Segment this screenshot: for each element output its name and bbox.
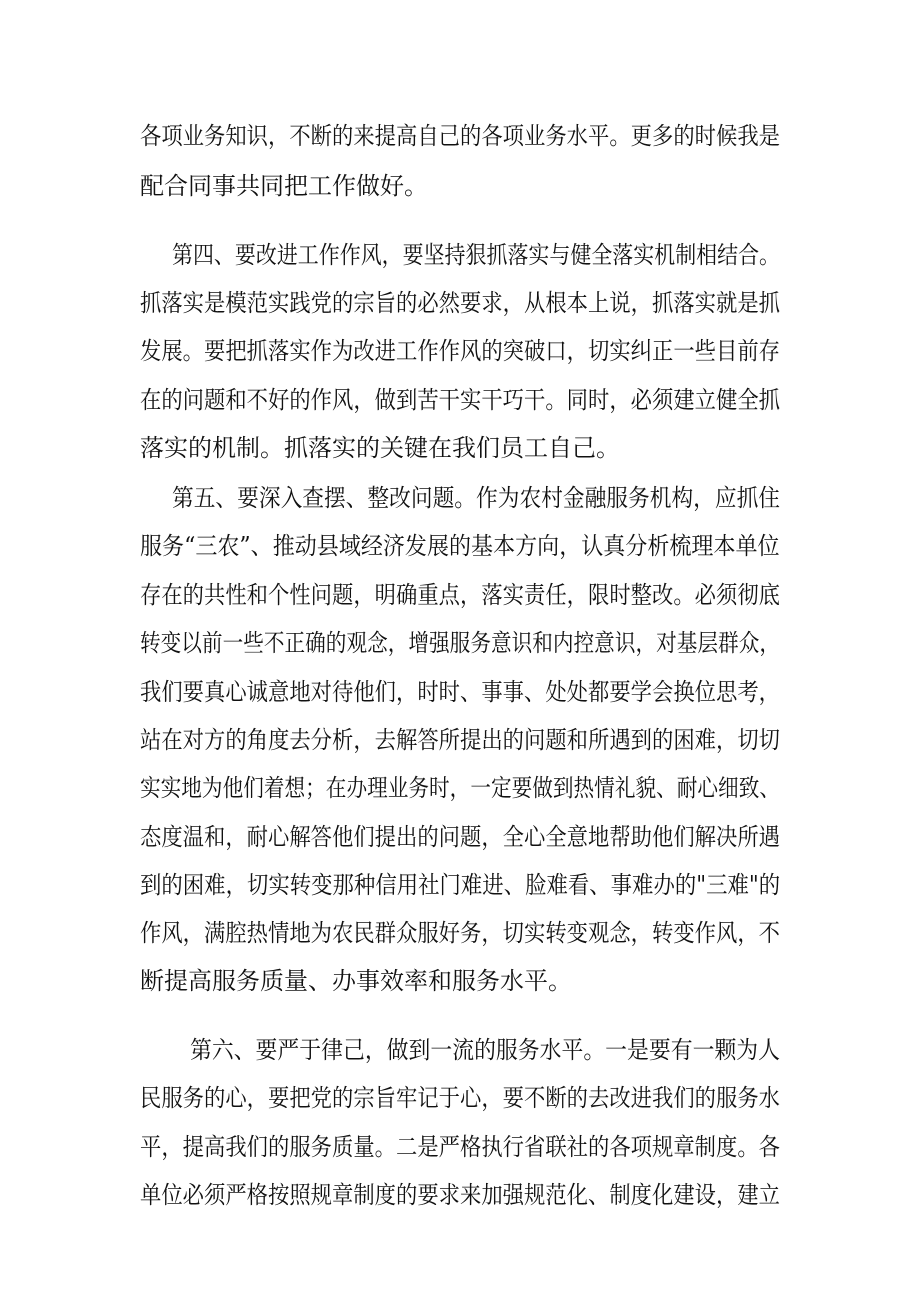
text-line: 转变以前一些不正确的观念，增强服务意识和内控意识，对基层群众， [140,629,780,657]
text-line: 抓落实是模范实践党的宗旨的必然要求，从根本上说，抓落实就是抓 [140,289,781,317]
text-line: 第五、要深入查摆、整改问题。作为农村金融服务机构，应抓住 [172,484,781,512]
text-line: 发展。要把抓落实作为改进工作作风的突破口，切实纠正一些目前存 [140,337,781,365]
text-line: 在的问题和不好的作风，做到苦干实干巧干。同时，必须建立健全抓 [140,386,781,414]
text-line: 实实地为他们着想；在办理业务时，一定要做到热情礼貌、耐心细致、 [140,774,780,802]
text-line: 落实的机制。抓落实的关键在我们员工自己。 [140,434,620,462]
text-line: 民服务的心，要把党的宗旨牢记于心，要不断的去改进我们的服务水 [140,1084,781,1112]
text-line: 到的困难，切实转变那种信用社门难进、脸难看、事难办的"三难"的 [140,871,781,899]
text-line: 我们要真心诚意地对待他们，时时、事事、处处都要学会换位思考， [140,678,781,706]
text-line: 站在对方的角度去分析，去解答所提出的问题和所遇到的困难，切切 [140,726,781,754]
text-line: 第四、要改进工作作风，要坚持狠抓落实与健全落实机制相结合。 [172,241,781,269]
text-line: 存在的共性和个性问题，明确重点，落实责任，限时整改。必须彻底 [140,581,781,609]
text-line: 配合同事共同把工作做好。 [140,172,428,200]
text-line: 断提高服务质量、办事效率和服务水平。 [140,967,572,995]
text-line: 单位必须严格按照规章制度的要求来加强规范化、制度化建设，建立 [140,1181,781,1209]
text-line: 态度温和，耐心解答他们提出的问题，全心全意地帮助他们解决所遇 [140,823,781,851]
text-line: 各项业务知识，不断的来提高自己的各项业务水平。更多的时候我是 [140,122,781,150]
text-line: 平，提高我们的服务质量。二是严格执行省联社的各项规章制度。各 [140,1133,781,1161]
text-line: 作风，满腔热情地为农民群众服好务，切实转变观念，转变作风，不 [140,919,781,947]
text-line: 第六、要严于律己，做到一流的服务水平。一是要有一颗为人 [190,1036,781,1064]
text-line: 服务“三农”、推动县域经济发展的基本方向，认真分析梳理本单位 [140,532,780,560]
